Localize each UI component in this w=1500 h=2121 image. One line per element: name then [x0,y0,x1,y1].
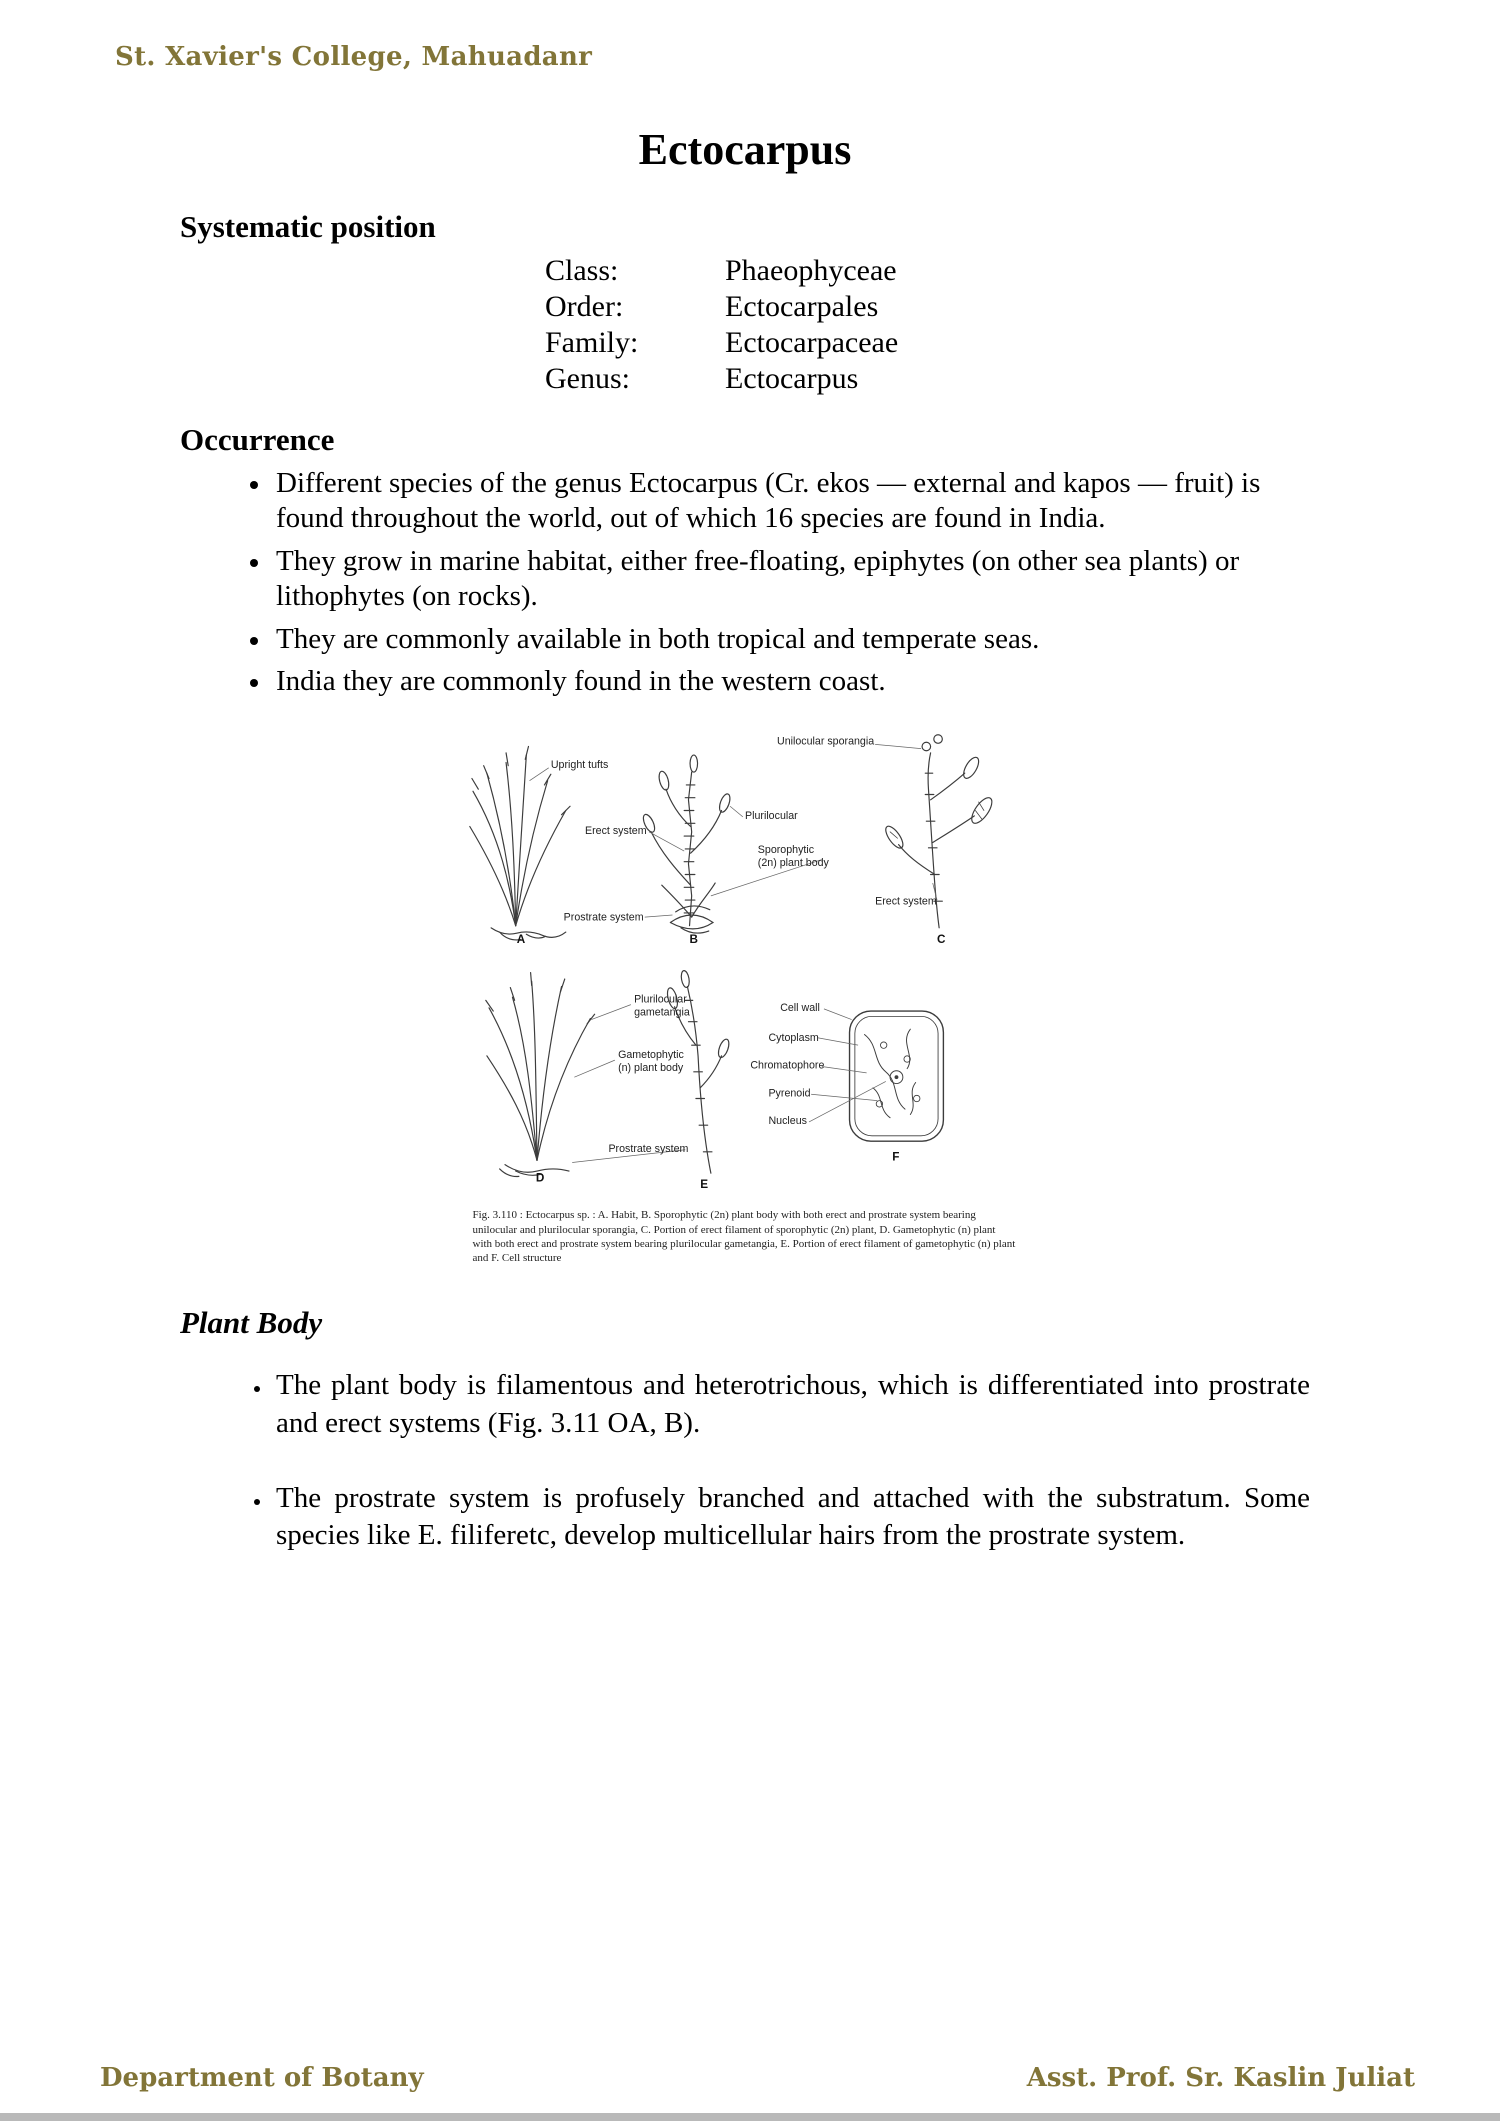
systematic-position-heading: Systematic position [180,209,436,244]
ectocarpus-illustration [425,725,1065,1200]
page-header [115,42,592,72]
list-item: • The plant body is filamentous and heterotrichous, which is differentiated into prostrate and erect systems (Fig. 3.11 OA, B). [272,1367,1310,1441]
figure-letter-d: D [535,1171,545,1185]
figure-label-plurilocular: Plurilocular [745,810,798,823]
figure-label-cytoplasm: Cytoplasm [768,1032,819,1045]
footer-professor: Asst. Prof. Sr. Kaslin Juliat [1026,2063,1415,2093]
sys-row-value: Ectocarpaceae [725,326,899,359]
ectocarpus-figure [365,725,1125,1265]
sys-row-label: Genus: [545,362,630,395]
sys-row-value: Ectocarpus [725,362,859,395]
figure-label-prostrate-system: Prostrate system [563,911,644,924]
occurrence-heading: Occurrence [180,422,335,457]
figure-label-plurilocular-gametangia-2: gametangia [634,1006,690,1019]
figure-label-plurilocular-gametangia: Plurilocular [634,993,687,1006]
page-footer [100,2063,1415,2093]
figure-label-sporophytic: Sporophytic [757,844,815,857]
figure-label-erect-system-c: Erect system [875,895,937,908]
page-bottom-edge [0,2113,1500,2121]
figure-letter-a: A [516,933,526,947]
figure-label-sporophytic-2: (2n) plant body [757,857,829,870]
figure-label-cell-wall: Cell wall [780,1002,820,1015]
sys-row-value: Phaeophyceae [725,254,897,287]
plant-body-heading: Plant Body [180,1305,323,1341]
plant-body-list [180,1367,1310,1553]
figure-label-chromatophore: Chromatophore [750,1059,825,1072]
figure-label-gametophytic-2: (n) plant body [618,1062,684,1075]
figure-label-unilocular-sporangia: Unilocular sporangia [777,735,875,748]
list-item: • Different species of the genus Ectocarpus (Cr. ekos — external and kapos — fruit) is found throughout the world, out of which 16 species are found in India. [272,466,1310,537]
figure-label-pyrenoid: Pyrenoid [768,1087,811,1100]
list-item: • They grow in marine habitat, either free-floating, epiphytes (on other sea plants) or lithophytes (on rocks). [272,544,1310,615]
sys-row-label: Family: [545,326,639,359]
figure-letter-e: E [700,1178,709,1192]
list-item: • The prostrate system is profusely branched and attached with the substratum. Some species like E. filiferetc, develop multicellular hairs from the prostrate system. [272,1480,1310,1554]
figure-caption: Fig. 3.110 : Ectocarpus sp. : A. Habit, B. Sporophytic (2n) plant body with both erect and prostrate system bearing unilocular and plurilocular sporangia, C. Portion of erect filament of sporophytic (2n) plant, D. Gametophytic (n) plant with both erect and prostrate system bearing plurilocular gametangia, E. Portion of erect filament of gametophytic (n) plant and F. Cell structure [472,1209,1016,1265]
figure-label-nucleus: Nucleus [768,1115,807,1128]
occurrence-list [180,466,1310,699]
figure-label-prostrate-system-d: Prostrate system [608,1143,689,1156]
figure-letter-b: B [689,933,699,947]
systematic-position-table [545,253,1310,396]
figure-label-gametophytic: Gametophytic [618,1049,684,1062]
footer-department: Department of Botany [100,2063,424,2093]
figure-letter-f: F [892,1150,900,1164]
figure-label-erect-system: Erect system [585,825,647,838]
sys-row-value: Ectocarpales [725,290,879,323]
figure-label-upright-tufts: Upright tufts [550,759,609,772]
sys-row-label: Class: [545,254,619,287]
page-title: Ectocarpus [638,125,852,174]
college-name: St. Xavier's College, Mahuadanr [115,42,593,72]
list-item: • India they are commonly found in the western coast. [272,664,1310,699]
figure-letter-c: C [937,933,946,947]
list-item: • They are commonly available in both tropical and temperate seas. [272,622,1310,657]
sys-row-label: Order: [545,290,624,323]
